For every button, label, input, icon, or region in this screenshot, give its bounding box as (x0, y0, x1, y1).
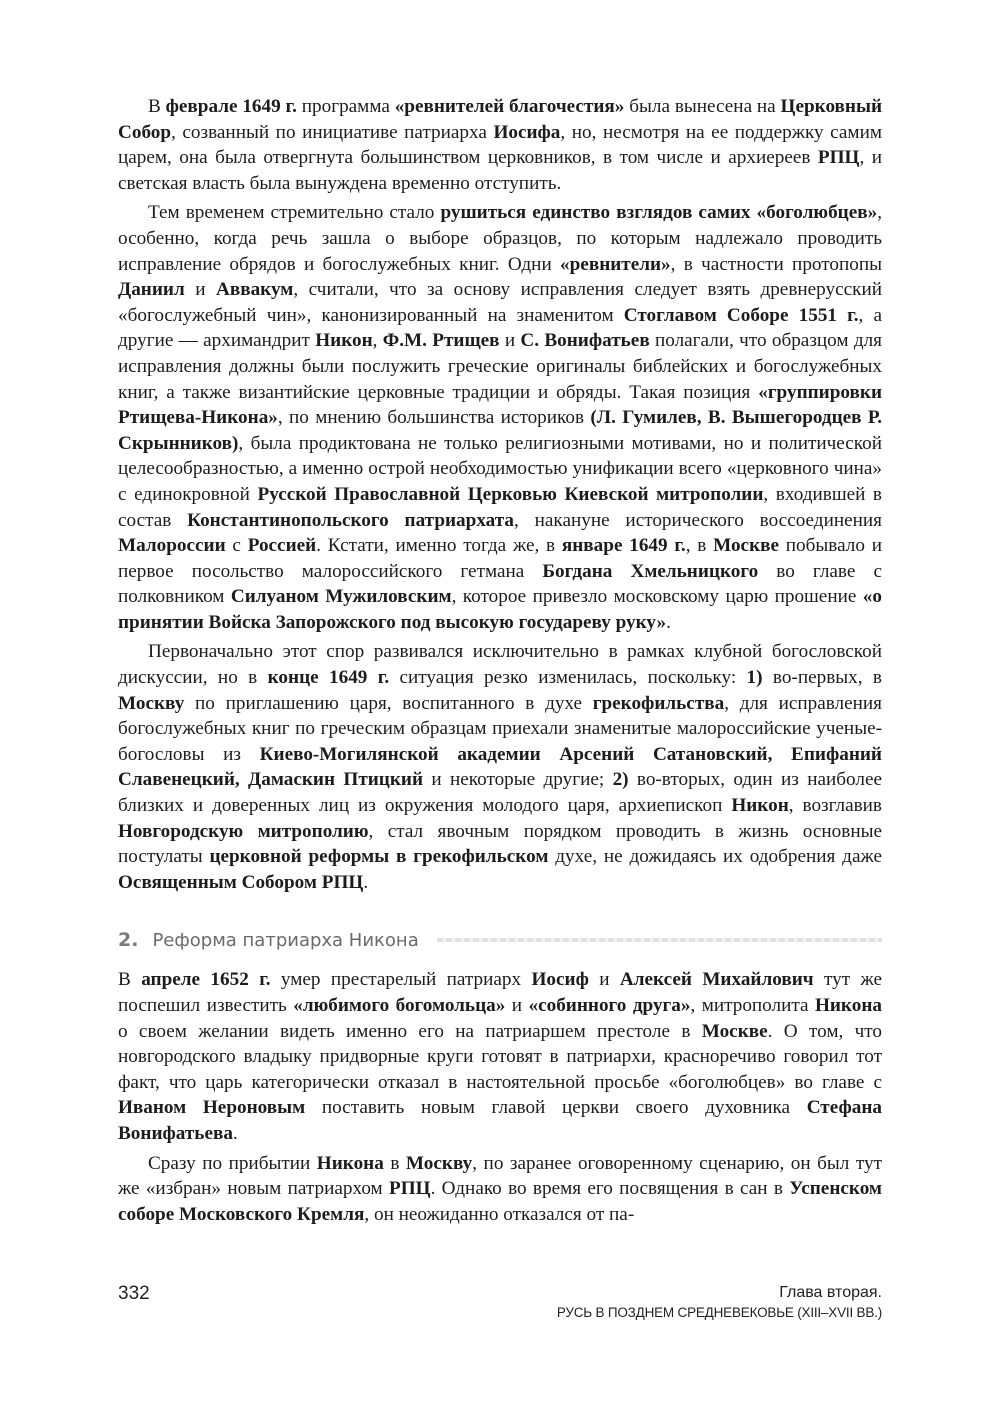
text-run: . (666, 611, 671, 633)
text-run: и (505, 995, 529, 1016)
text-run: , возглавив (788, 795, 882, 817)
section-title: Реформа патриарха Никона (152, 929, 419, 951)
text-run: , (372, 330, 383, 352)
bold-text-run: Никон (315, 330, 373, 352)
text-run: и (499, 330, 521, 352)
bold-text-run: Москву (405, 1152, 473, 1174)
text-run: , он неожиданно отказался от па- (364, 1203, 635, 1225)
text-run: в (383, 1152, 406, 1174)
bold-text-run: церковной реформы в грекофильском (209, 846, 549, 868)
bold-text-run: «ревнители» (560, 253, 671, 275)
bold-text-run: Церковный Собор (118, 96, 883, 143)
chapter-label: Глава вторая. (779, 1284, 882, 1301)
bold-text-run: (Л. Гумилев, В. Вышегородцев Р. Скрынников) (118, 407, 882, 454)
text-run: , и светская власть была вынуждена временно отступить. (118, 147, 882, 194)
bold-text-run: «собинного друга» (528, 995, 691, 1016)
text-run: полагали, что образцом для исправления должны были послужить греческие оригиналы библейских и богослужебных книг, а также византийские церковные традиции и обряды. Такая позиция (118, 330, 882, 403)
text-run: , а другие — архимандрит (118, 304, 882, 352)
text-run: , накануне исторического воссоединения (514, 509, 882, 531)
text-run: , которое привезло московскому царю прошение (451, 586, 863, 608)
bold-text-run: Малороссии (118, 535, 226, 557)
text-run: ситуация резко изменилась, поскольку: (389, 667, 747, 689)
text-block-before-heading (118, 94, 882, 895)
text-run: во главе с полковником (118, 560, 882, 608)
text-run: , была продиктована не только религиозными мотивами, но и политической целесообразностью, а именно острой необходимостью унификации всего «церковного чина» с единокровной (118, 432, 882, 505)
bold-text-run: Аввакум (216, 279, 294, 301)
paragraph (118, 1151, 882, 1228)
paragraph (118, 94, 882, 196)
text-run: побывало и первое посольство малороссийского гетмана (118, 535, 882, 582)
text-run: . Кстати, именно тогда же, в (316, 535, 562, 557)
text-run: , особенно, когда речь зашла о выборе образцов, по которым надлежало проводить исправление обрядов и богослужебных книг. Одни (118, 202, 882, 275)
bold-text-run: грекофильства (592, 692, 725, 714)
text-run: , созванный по инициативе патриарха (171, 121, 494, 143)
text-run: умер престарелый патриарх (270, 969, 532, 991)
text-run: поставить новым главой церкви своего духовника (305, 1097, 807, 1119)
heading-decorative-rule (437, 938, 882, 942)
text-run: тут же поспешил известить (118, 969, 883, 1016)
running-footer (557, 1283, 882, 1323)
bold-text-run: Москву (118, 692, 185, 714)
text-run: , считали, что за основу исправления следует взять древнерусский «богослужебный чин», канонизированный на знаменитом (118, 279, 882, 326)
bold-text-run: Иваном Нероновым (118, 1097, 306, 1119)
text-run: , митрополита (690, 995, 815, 1016)
bold-text-run: Константинопольского патриархата (187, 509, 515, 531)
bold-text-run: апреле 1652 г. (141, 969, 271, 991)
bold-text-run: «любимого богомольца» (293, 995, 506, 1016)
bold-text-run: январе 1649 г. (561, 535, 686, 557)
text-run: , по заранее оговоренному сценарию, он был тут же «избран» новым патриархом (118, 1152, 882, 1200)
text-run: , для исправления богослужебных книг по греческим образцам приехали знаменитые малороссийские ученые-богословы из (118, 692, 882, 765)
bold-text-run: Иосиф (531, 969, 589, 991)
bold-text-run: Русской Православной Церковью Киевской митрополии (257, 483, 764, 505)
text-run: во-вторых, один из наиболее близких и доверенных лиц из окружения молодого царя, архиепископ (118, 769, 882, 817)
bold-text-run: Богдана Хмельницкого (542, 560, 759, 582)
bold-text-run: Успенском соборе Московского Кремля (118, 1178, 882, 1225)
text-run: по приглашению царя, воспитанного в духе (184, 692, 593, 714)
paragraph (118, 967, 882, 1146)
text-run: В (118, 969, 142, 991)
text-run: , по мнению большинства историков (277, 407, 591, 429)
bold-text-run: Москве (713, 535, 780, 557)
bold-text-run: Никон (731, 795, 789, 817)
text-run: была вынесена на (624, 96, 781, 117)
text-run: духе, не дожидаясь их одобрения даже (548, 846, 882, 868)
page-number: 332 (118, 1283, 150, 1304)
text-run: Сразу по прибытии (148, 1152, 317, 1174)
text-run: о своем желании видеть именно его на патриаршем престоле в (118, 1020, 702, 1042)
text-block-after-heading (118, 967, 882, 1227)
text-run: , но, несмотря на ее поддержку самим царем, она была отвергнута большинством церковников, в том числе и архиереев (118, 121, 882, 169)
bold-text-run: конце 1649 г. (267, 667, 390, 689)
text-run: , в (685, 535, 714, 557)
bold-text-run: рушиться единство взглядов самих «боголюбцев» (440, 202, 878, 224)
bold-text-run: Освященным Собором РПЦ (118, 871, 364, 893)
bold-text-run: Москве (701, 1020, 768, 1042)
bold-text-run: С. Вонифатьев (520, 330, 650, 352)
text-run: программа (296, 96, 395, 117)
bold-text-run: РПЦ (817, 147, 860, 169)
bold-text-run: Россией (247, 535, 317, 557)
bold-text-run: феврале 1649 г. (165, 96, 297, 117)
text-run: . (232, 1122, 238, 1144)
text-run: Тем временем стремительно стало (148, 202, 441, 224)
text-run: . Однако во время его посвящения в сан в (430, 1178, 790, 1200)
bold-text-run: Стоглавом Соборе 1551 г. (623, 304, 859, 326)
bold-text-run: «ревнителей благочестия» (394, 96, 625, 117)
text-run: с (225, 535, 248, 557)
bold-text-run: Никона (814, 995, 882, 1016)
bold-text-run: Силуаном Мужиловским (230, 586, 452, 608)
bold-text-run: «группировки Ртищева-Никона» (118, 381, 882, 429)
bold-text-run: «о принятии Войска Запорожского под высокую государеву руку» (118, 586, 882, 633)
page-body (118, 94, 882, 1231)
paragraph (118, 200, 882, 635)
bold-text-run: Даниил (118, 279, 185, 301)
text-run: , в частности протопопы (670, 253, 882, 275)
bold-text-run: Новгородскую митрополию (118, 820, 369, 842)
bold-text-run: Ф.М. Ртищев (382, 330, 500, 352)
bold-text-run: Киево-Могилянской академии Арсений Сатановский, Епифаний Славенецкий, Дамаскин Птицкий (118, 743, 882, 791)
text-run: , входившей в состав (118, 483, 882, 531)
bold-text-run: Алексей Михайлович (619, 969, 814, 991)
bold-text-run: Никона (316, 1152, 384, 1174)
bold-text-run: 2) (612, 769, 629, 791)
bold-text-run: 1) (746, 667, 763, 689)
text-run: и (184, 279, 216, 301)
text-run: Первоначально этот спор развивался исключительно в рамках клубной богословской дискуссии, но в (118, 641, 882, 689)
bold-text-run: Стефана Вонифатьева (118, 1097, 883, 1144)
text-run: . О том, что новгородского владыку придворные круги готовят в патриархи, красноречиво говорил тот факт, что царь категорически отказал в настоятельной просьбе «боголюбцев» во главе с (118, 1020, 882, 1093)
section-heading (118, 929, 882, 951)
bold-text-run: Иосифа (493, 121, 561, 143)
text-run: . (363, 871, 369, 893)
section-number: 2. (118, 929, 139, 952)
text-run: во-первых, в (762, 667, 882, 689)
text-run: и некоторые другие; (423, 769, 613, 791)
text-run: и (588, 969, 620, 991)
text-run: В (148, 96, 166, 117)
bold-text-run: РПЦ (389, 1178, 431, 1200)
paragraph (118, 639, 882, 895)
text-run: , стал явочным порядком проводить в жизнь основные постулаты (118, 820, 882, 868)
part-label: РУСЬ В ПОЗДНЕМ СРЕДНЕВЕКОВЬЕ (XIII–XVII ВВ.) (556, 1305, 882, 1320)
